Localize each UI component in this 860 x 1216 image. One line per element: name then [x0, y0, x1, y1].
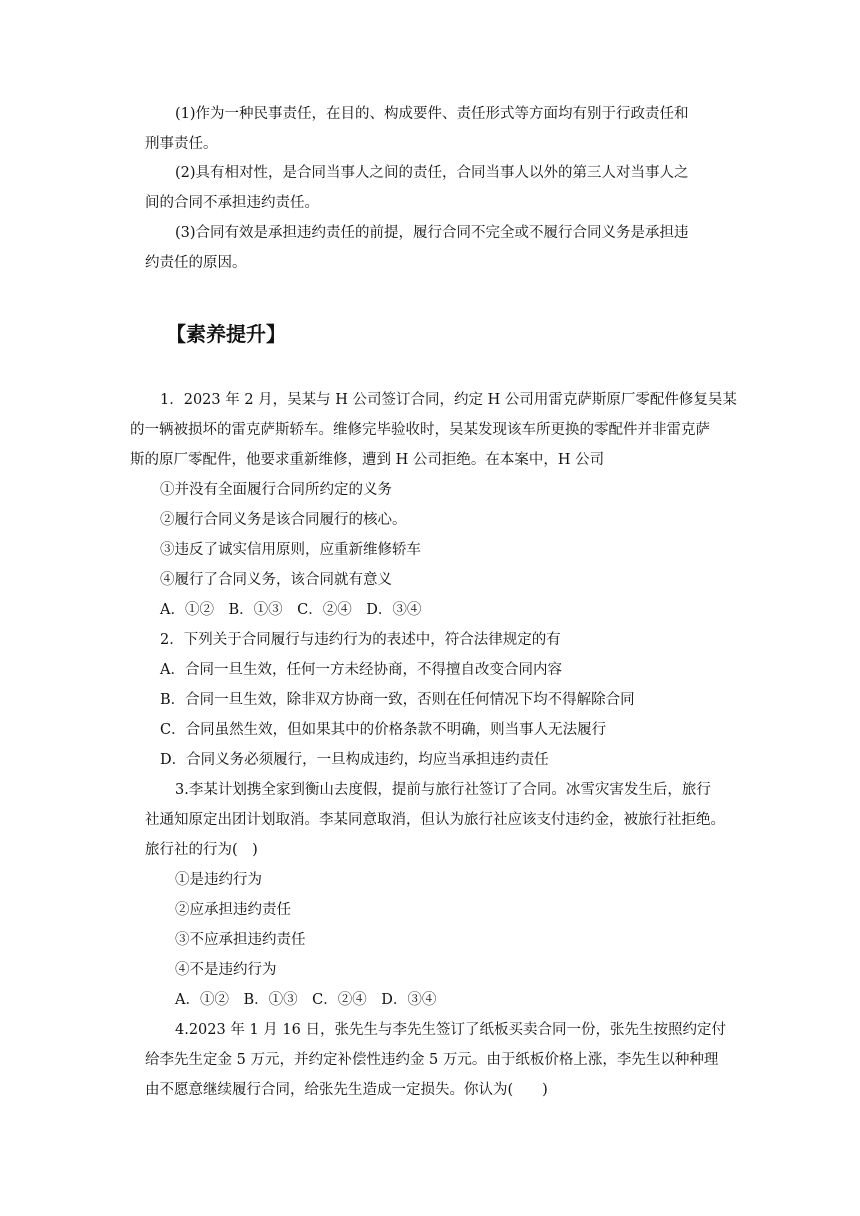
- q4-stem-line3: 由不愿意继续履行合同，给张先生造成一定损失。你认为( ): [145, 1082, 548, 1098]
- q2-option-b: B．合同一旦生效，除非双方协商一致，否则在任何情况下均不得解除合同: [160, 692, 635, 708]
- q3-stem-line1: 3.李某计划携全家到衡山去度假，提前与旅行社签订了合同。冰雪灾害发生后，旅行: [175, 782, 711, 798]
- q2-option-c: C．合同虽然生效，但如果其中的价格条款不明确，则当事人无法履行: [160, 722, 607, 738]
- q1-item-1: ①并没有全面履行合同所约定的义务: [160, 482, 392, 498]
- intro-p3-line1: (3)合同有效是承担违约责任的前提，履行合同不完全或不履行合同义务是承担违: [175, 225, 689, 241]
- q1-item-4: ④履行了合同义务，该合同就有意义: [160, 572, 392, 588]
- q1-options: A．①② B．①③ C．②④ D．③④: [160, 602, 422, 618]
- q1-item-3: ③违反了诚实信用原则，应重新维修轿车: [160, 542, 421, 558]
- q1-stem-line2: 的一辆被损坏的雷克萨斯轿车。维修完毕验收时，吴某发现该车所更换的零配件并非雷克萨: [130, 422, 710, 438]
- q1-stem-line1: 1．2023 年 2 月，吴某与 H 公司签订合同，约定 H 公司用雷克萨斯原厂零配件修复吴某: [160, 392, 737, 408]
- q3-item-2: ②应承担违约责任: [175, 902, 291, 918]
- q3-item-4: ④不是违约行为: [175, 962, 277, 978]
- intro-p2-line1: (2)具有相对性，是合同当事人之间的责任，合同当事人以外的第三人对当事人之: [175, 165, 689, 181]
- intro-p1-line1: (1)作为一种民事责任，在目的、构成要件、责任形式等方面均有别于行政责任和: [175, 106, 689, 122]
- q3-stem-line2: 社通知原定出团计划取消。李某同意取消，但认为旅行社应该支付违约金，被旅行社拒绝。: [145, 812, 725, 828]
- q3-item-3: ③不应承担违约责任: [175, 932, 306, 948]
- q4-stem-line2: 给李先生定金 5 万元，并约定补偿性违约金 5 万元。由于纸板价格上涨，李先生以种种理: [145, 1052, 719, 1068]
- q2-option-d: D．合同义务必须履行，一旦构成违约，均应当承担违约责任: [160, 752, 549, 768]
- intro-p2-line2: 间的合同不承担违约责任。: [145, 195, 319, 211]
- intro-p1-line2: 刑事责任。: [145, 136, 218, 152]
- q3-stem-line3: 旅行社的行为( ): [145, 842, 258, 858]
- q2-option-a: A．合同一旦生效，任何一方未经协商，不得擅自改变合同内容: [160, 662, 562, 678]
- q3-options: A．①② B．①③ C．②④ D．③④: [175, 992, 437, 1008]
- q1-stem-line3: 斯的原厂零配件，他要求重新维修，遭到 H 公司拒绝。在本案中，H 公司: [130, 452, 605, 468]
- q3-item-1: ①是违约行为: [175, 872, 262, 888]
- intro-p3-line2: 约责任的原因。: [145, 255, 247, 271]
- q1-item-2: ②履行合同义务是该合同履行的核心。: [160, 512, 407, 528]
- section-title: 【素养提升】: [166, 322, 286, 346]
- q4-stem-line1: 4.2023 年 1 月 16 日，张先生与李先生签订了纸板买卖合同一份，张先生按照约定付: [175, 1022, 726, 1038]
- q2-stem: 2．下列关于合同履行与违约行为的表述中，符合法律规定的有: [160, 632, 561, 648]
